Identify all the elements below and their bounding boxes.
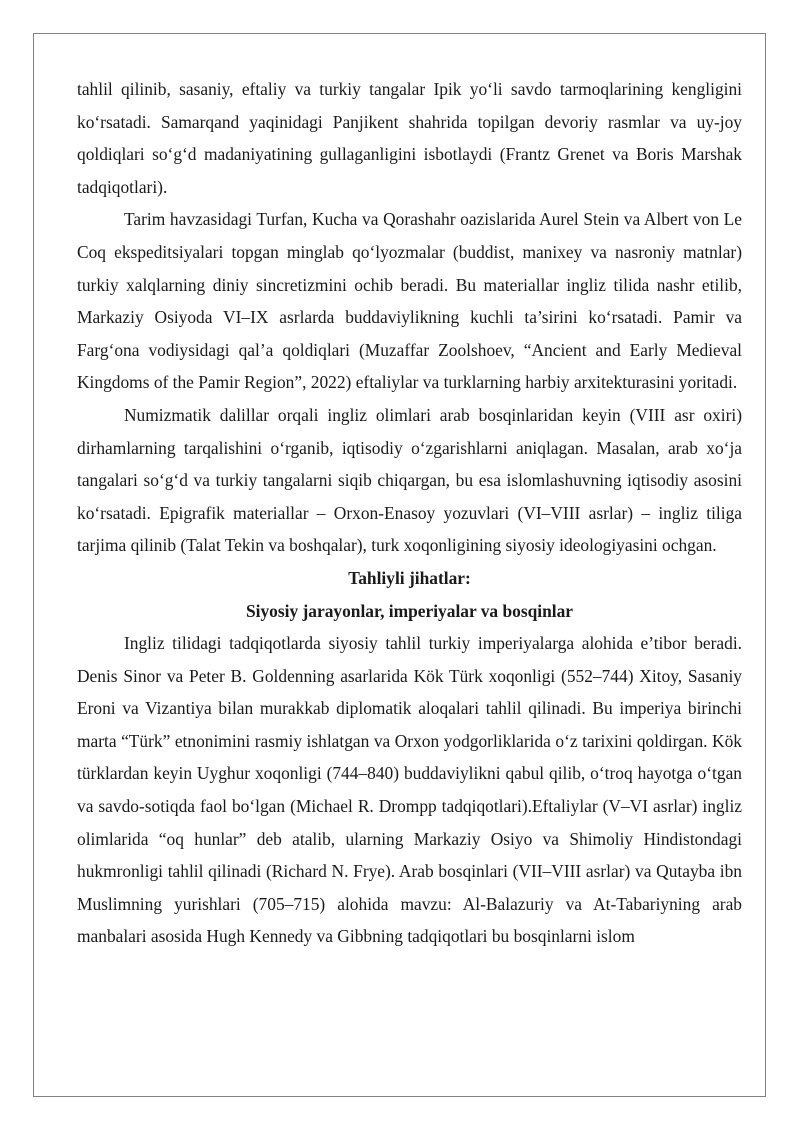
subsection-heading: Siyosiy jarayonlar, imperiyalar va bosqinlar — [245, 600, 574, 621]
paragraph-continuation: tahlil qilinib, sasaniy, eftaliy va turkiy tangalar Ipik yo‘li savdo tarmoqlarining kengligini ko‘rsatadi. Samarqand yaqinidagi Panjikent shahrida topilgan devoriy rasmlar va uy-joy qoldiqlari so‘g‘d madaniyatining gullaganligini isbotlaydi (Frantz Grenet va Boris Marshak tadqiqotlari). — [77, 79, 742, 197]
section-heading: Tahliyli jihatlar: — [348, 567, 471, 588]
paragraph-tarim-basin: Tarim havzasidagi Turfan, Kucha va Qorashahr oazislarida Aurel Stein va Albert von Le Coq ekspeditsiyalari topgan minglab qo‘lyozmalar (buddist, manixey va nasroniy matnlar) turkiy xalqlarning diniy sincretizmini ochib beradi. Bu materiallar ingliz tilida nashr etilib, Markaziy Osiyoda VI–IX asrlarda buddaviylikning kuchli ta’sirini ko‘rsatadi. Pamir va Farg‘ona vodiysidagi qal’a qoldiqlari (Muzaffar Zoolshoev, “Ancient and Early Medieval Kingdoms of the Pamir Region”, 2022) eftaliylar va turklarning harbiy arxitekturasini yoritadi. — [77, 209, 742, 393]
paragraph-numismatic: Numizmatik dalillar orqali ingliz olimlari arab bosqinlaridan keyin (VIII asr oxiri) dirhamlarning tarqalishini o‘rganib, iqtisodiy o‘zgarishlarni aniqlagan. Masalan, arab xo‘ja tangalari so‘g‘d va turkiy tangalarni siqib chiqargan, bu esa islomlashuvning iqtisodiy asosini ko‘rsatadi. Epigrafik materiallar – Orxon-Enasoy yozuvlari (VI–VIII asrlar) – ingliz tiliga tarjima qilinib (Talat Tekin va boshqalar), turk xoqonligining siyosiy ideologiyasini ochgan. — [77, 404, 742, 556]
document-body — [77, 73, 742, 953]
paragraph-political-analysis: Ingliz tilidagi tadqiqotlarda siyosiy tahlil turkiy imperiyalarga alohida e’tibor beradi. Denis Sinor va Peter B. Goldenning asarlarida Kök Türk xoqonligi (552–744) Xitoy, Sasaniy Eroni va Vizantiya bilan murakkab diplomatik aloqalari tahlil qilinadi. Bu imperiya birinchi marta “Türk” etnonimini rasmiy ishlatgan va Orxon yodgorliklarida o‘z tarixini qoldirgan. Kök türklardan keyin Uyghur xoqonligi (744–840) buddaviylikni qabul qilib, o‘troq hayotga o‘tgan va savdo-sotiqda faol bo‘lgan (Michael R. Drompp tadqiqotlari).Eftaliylar (V–VI asrlar) ingliz olimlarida “oq hunlar” deb atalib, ularning Markaziy Osiyo va Shimoliy Hindistondagi hukmronligi tahlil qilinadi (Richard N. Frye). Arab bosqinlari (VII–VIII asrlar) va Qutayba ibn Muslimning yurishlari (705–715) alohida mavzu: Al-Balazuriy va At-Tabariyning arab manbalari asosida Hugh Kennedy va Gibbning tadqiqotlari bu bosqinlarni islom — [77, 633, 742, 947]
